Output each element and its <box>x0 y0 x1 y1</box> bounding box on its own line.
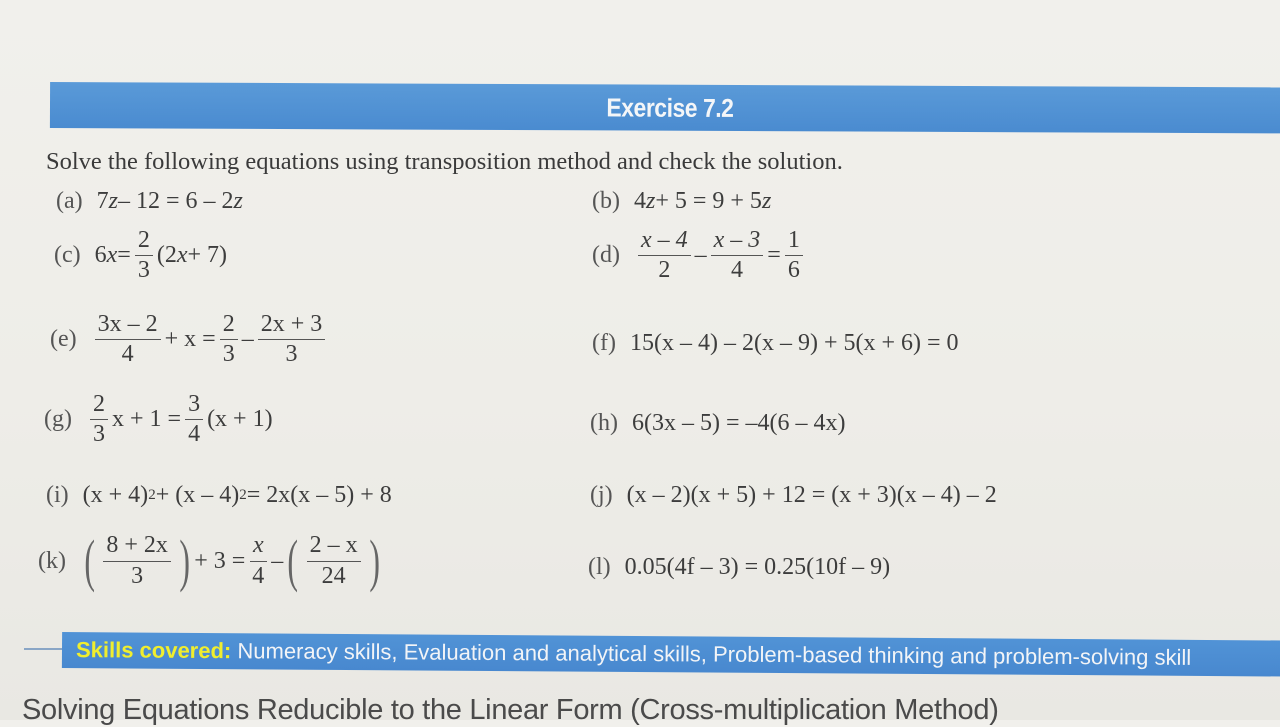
next-section-heading: Solving Equations Reducible to the Linear Form (Cross-multiplication Method) <box>22 694 999 726</box>
question-label: (e) <box>50 326 77 353</box>
exponent: 2 <box>148 487 156 503</box>
eq-term: + (x – 4) <box>155 482 240 508</box>
question-label: (i) <box>46 482 69 508</box>
eq-var: x <box>106 242 118 269</box>
instruction-text: Solve the following equations using transposition method and check the solution. <box>46 148 843 175</box>
eq-term: + 7) <box>187 242 228 269</box>
eq-term: + x = <box>164 326 216 353</box>
eq-op: – <box>241 326 254 353</box>
fraction: $\frac{2 - x}{24}$ <box>307 533 361 588</box>
skills-label: Skills covered: <box>75 637 232 664</box>
eq-term: x + 1 = <box>111 406 182 433</box>
question-e <box>50 312 329 367</box>
question-label: (j) <box>590 482 613 508</box>
equation: 6(3x – 5) = –4(6 – 4x) <box>631 410 846 436</box>
question-label: (h) <box>590 410 618 436</box>
equation: 0.05(4f – 3) = 0.25(10f – 9) <box>624 554 891 580</box>
question-h <box>590 410 846 437</box>
question-f <box>592 330 959 357</box>
exponent: 2 <box>239 487 247 503</box>
fraction: $\frac{3}{4}$ <box>185 392 203 447</box>
skills-text: Numeracy skills, Evaluation and analytical skills, Problem-based thinking and problem-solving skill <box>231 638 1192 670</box>
question-g <box>44 392 273 447</box>
fraction: $\frac{2}{3}$ <box>90 392 108 447</box>
eq-term: 7 <box>96 188 109 214</box>
fraction: $\frac{3x - 2}{4}$ <box>95 312 161 367</box>
question-label: (g) <box>44 406 72 433</box>
fraction: $\frac{1}{6}$ <box>785 228 803 283</box>
eq-var: z <box>233 188 243 214</box>
eq-term: + 5 = 9 + 5 <box>655 188 762 214</box>
left-paren: ( <box>287 528 299 593</box>
question-label: (f) <box>592 330 616 356</box>
question-k <box>38 528 384 593</box>
fraction: $\frac{8 + 2x}{3}$ <box>103 533 171 588</box>
left-paren: ( <box>84 528 95 593</box>
divider <box>24 648 64 650</box>
question-d <box>592 228 807 283</box>
right-paren: ) <box>368 528 380 593</box>
right-paren: ) <box>179 528 190 593</box>
eq-term: – 12 = 6 – 2 <box>117 188 234 214</box>
question-l <box>588 554 890 581</box>
eq-var: z <box>108 188 118 214</box>
fraction: $\frac{x - 3}{4}$ <box>711 228 764 283</box>
question-label: (k) <box>38 547 66 574</box>
question-c <box>54 228 227 283</box>
skills-covered-banner <box>62 632 1280 677</box>
exercise-banner <box>50 82 1280 133</box>
eq-op: = <box>767 242 781 269</box>
fraction: $\frac{2}{3}$ <box>220 312 238 367</box>
eq-term: (x + 4) <box>82 482 149 508</box>
eq-op: – <box>694 242 707 269</box>
eq-var: x <box>176 242 188 269</box>
exercise-title: Exercise 7.2 <box>606 92 734 123</box>
eq-term: (2 <box>156 242 177 269</box>
fraction: $\frac{x - 4}{2}$ <box>638 228 691 283</box>
eq-var: z <box>761 188 772 214</box>
eq-term: (x + 1) <box>207 406 273 433</box>
question-b <box>592 188 771 215</box>
question-label: (c) <box>54 242 81 269</box>
eq-term: 6 <box>94 242 107 269</box>
fraction: $\frac{2x + 3}{3}$ <box>258 312 326 367</box>
eq-op: – <box>271 547 284 574</box>
eq-term: 4 <box>633 188 646 214</box>
fraction: $\frac{2}{3}$ <box>135 228 153 283</box>
question-label: (b) <box>592 188 620 214</box>
question-label: (d) <box>592 242 620 269</box>
equation: 15(x – 4) – 2(x – 9) + 5(x + 6) = 0 <box>629 330 959 356</box>
question-i <box>46 482 392 509</box>
question-j <box>590 482 997 509</box>
eq-term: = <box>117 242 131 269</box>
question-label: (l) <box>588 554 611 580</box>
eq-term: = 2x(x – 5) + 8 <box>246 482 392 508</box>
eq-var: z <box>645 188 656 214</box>
eq-term: + 3 = <box>194 547 246 574</box>
question-label: (a) <box>56 188 83 214</box>
equation: (x – 2)(x + 5) + 12 = (x + 3)(x – 4) – 2 <box>626 482 997 508</box>
question-a <box>56 188 243 215</box>
fraction: $\frac{x}{4}$ <box>249 533 267 588</box>
